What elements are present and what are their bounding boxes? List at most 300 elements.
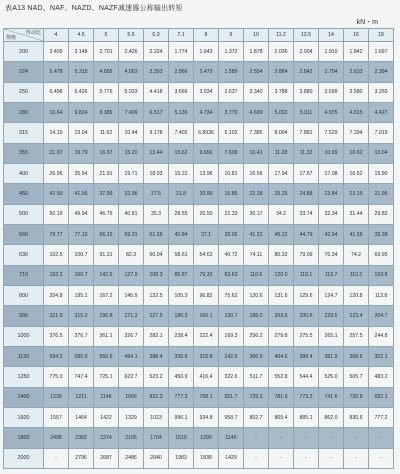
torque-value-cell: 9.824 [69,102,94,122]
torque-value-cell: 3.148 [69,42,94,62]
torque-value-cell: 41.56 [344,224,369,244]
torque-value-cell: 39.39 [369,224,394,244]
torque-value-cell: 781.9 [269,387,294,407]
torque-value-cell: 124.7 [319,285,344,305]
torque-value-cell: - [269,428,294,448]
torque-value-cell: 2.637 [219,82,244,102]
torque-value-cell: 79.77 [44,224,69,244]
torque-value-cell: 934.8 [194,407,219,427]
torque-value-cell: 5.315 [69,62,94,82]
torque-value-cell: - [244,448,269,468]
torque-value-cell: 195.1 [69,285,94,305]
table-row [4,123,394,143]
table-row [4,428,394,448]
spec-cell: 800 [4,285,44,305]
torque-value-cell: 45.22 [269,224,294,244]
torque-value-cell: 11.28 [269,143,294,163]
torque-value-cell: 40.72 [219,245,244,265]
torque-value-cell: 15.22 [169,163,194,183]
torque-value-cell: 21.8 [169,184,194,204]
table-title: 表A13 NAD、NAF、NAZD、NAZF减速器公称输出转矩 [5,5,183,12]
torque-value-cell: 958.7 [219,407,244,427]
torque-value-cell: 3.259 [369,82,394,102]
torque-value-cell: 32.34 [319,204,344,224]
table-row [4,82,394,102]
torque-value-cell: 35.3 [144,204,169,224]
torque-value-cell: 33.74 [294,204,319,224]
torque-value-cell: 3.788 [269,82,294,102]
torque-value-cell: 525.0 [319,367,344,387]
torque-value-cell: 2687 [94,448,119,468]
torque-value-cell: 10.62 [169,143,194,163]
torque-value-cell: 74.2 [344,245,369,265]
torque-value-cell: 336.6 [169,346,194,366]
torque-value-cell: 1.910 [319,42,344,62]
torque-value-cell: 49.94 [69,204,94,224]
torque-value-cell: 1146 [94,387,119,407]
torque-value-cell: 129.6 [294,285,319,305]
torque-value-cell: - [369,428,394,448]
table-row [4,367,394,387]
torque-value-cell: 238.4 [169,326,194,346]
torque-value-cell: 37.1 [194,224,219,244]
torque-value-cell: 142.5 [94,265,119,285]
torque-value-cell: 2040 [144,448,169,468]
torque-value-cell: 244.8 [369,326,394,346]
torque-value-cell: 7.499 [119,102,144,122]
ratio-header: 9 [219,29,244,42]
torque-value-cell: 108.3 [144,265,169,285]
torque-value-cell: 862.0 [319,407,344,427]
torque-value-cell: 773.3 [294,387,319,407]
torque-value-cell: 160.7 [69,265,94,285]
torque-value-cell: 2.224 [144,42,169,62]
torque-value-cell: 27.5 [144,184,169,204]
torque-value-cell: 16.56 [244,163,269,183]
torque-value-cell: 3.393 [144,62,169,82]
torque-value-cell: 79.09 [294,245,319,265]
torque-value-cell: 28.55 [169,204,194,224]
torque-value-cell: 130.7 [219,306,244,326]
torque-value-cell: 54.63 [194,245,219,265]
torque-value-cell: 802.7 [244,407,269,427]
torque-value-cell: 63.63 [219,265,244,285]
torque-value-cell: 100.7 [69,245,94,265]
torque-value-cell: 720.9 [344,387,369,407]
torque-value-cell: 26.50 [194,204,219,224]
torque-value-cell: 544.4 [294,367,319,387]
torque-value-cell: 3.699 [319,82,344,102]
torque-value-cell: 40.81 [119,204,144,224]
torque-value-cell: 256.2 [244,326,269,346]
torque-value-cell: 203.6 [269,306,294,326]
torque-value-cell: 17.08 [319,163,344,183]
torque-value-cell: 1329 [119,407,144,427]
torque-value-cell: - [344,448,369,468]
torque-value-cell: 180.3 [169,306,194,326]
torque-value-cell: 1399 [194,428,219,448]
torque-value-cell: 7.402 [169,123,194,143]
torque-value-cell: 131.6 [269,285,294,305]
torque-value-cell: 5.011 [294,102,319,122]
table-row [4,326,394,346]
torque-value-cell: 169.3 [219,326,244,346]
torque-value-cell: 2408 [44,428,69,448]
torque-value-cell: 366.9 [244,346,269,366]
table-row [4,204,394,224]
torque-value-cell: 76.34 [319,245,344,265]
torque-value-cell: 77.19 [69,224,94,244]
table-row [4,448,394,468]
torque-value-cell: 729.3 [244,387,269,407]
torque-value-cell: 42.59 [44,184,69,204]
torque-value-cell: 1.774 [169,42,194,62]
torque-value-cell: 2.633 [344,62,369,82]
torque-value-cell: 708.1 [194,387,219,407]
torque-value-cell: - [269,448,294,468]
torque-value-cell: 145.9 [119,285,144,305]
table-row [4,407,394,427]
torque-value-cell: 361.1 [94,326,119,346]
torque-value-cell: 15.20 [119,143,144,163]
torque-value-cell: 450.9 [169,367,194,387]
torque-value-cell: 1510 [169,428,194,448]
torque-value-cell: 167.2 [94,285,119,305]
spec-cell: 280 [4,102,44,122]
torque-value-cell: 21.96 [369,184,394,204]
table-row [4,184,394,204]
torque-value-cell: 2796 [69,448,94,468]
torque-value-cell: 1.372 [219,42,244,62]
torque-value-cell: 26.96 [44,163,69,183]
torque-value-cell: 25.54 [69,163,94,183]
torque-value-cell: 5.478 [44,62,69,82]
torque-value-cell: 505.7 [344,367,369,387]
ratio-header: 4 [44,29,69,42]
torque-value-cell: 5.092 [269,102,294,122]
torque-value-cell: 4.063 [119,62,144,82]
torque-value-cell: 24.88 [294,184,319,204]
torque-value-cell: 511.7 [244,367,269,387]
torque-value-cell: 32.96 [119,184,144,204]
torque-value-cell: 8.004 [269,123,294,143]
spec-cell: 1250 [4,367,44,387]
spec-cell: 250 [4,82,44,102]
torque-value-cell: 1429 [219,448,244,468]
ratio-header: 11.2 [269,29,294,42]
torque-value-cell: 3.409 [44,42,69,62]
torque-value-cell: 2.884 [269,62,294,82]
torque-value-cell: 404.6 [269,346,294,366]
torque-value-cell: 66.16 [94,224,119,244]
torque-value-cell: 9.656 [194,143,219,163]
torque-value-cell: 1230 [44,387,69,407]
torque-value-cell: 381.9 [319,346,344,366]
torque-value-cell: 265.1 [319,326,344,346]
torque-value-cell: 315.2 [69,306,94,326]
torque-value-cell: 275.5 [294,326,319,346]
torque-value-cell: 2486 [119,448,144,468]
torque-value-cell: 368.5 [344,346,369,366]
table-row [4,265,394,285]
spec-cell: 710 [4,265,44,285]
torque-value-cell: 223.4 [344,306,369,326]
ratio-header: 7.1 [169,29,194,42]
spec-cell: 900 [4,306,44,326]
torque-value-cell: 1066 [119,387,144,407]
torque-value-cell: 2.701 [94,42,119,62]
torque-value-cell: 29.82 [369,204,394,224]
torque-value-cell: 60.94 [144,245,169,265]
torque-value-cell: 1.643 [194,42,219,62]
torque-value-cell: 25.25 [269,184,294,204]
torque-value-cell: 7.881 [294,123,319,143]
torque-value-cell: 376.5 [44,326,69,346]
torque-value-cell: 46.76 [94,204,119,224]
torque-value-cell: 105.3 [169,285,194,305]
spec-cell: 2000 [4,448,44,468]
torque-value-cell: 15.90 [369,163,394,183]
torque-value-cell: 777.2 [369,407,394,427]
torque-value-cell: 2.866 [169,62,194,82]
torque-value-cell: 75.62 [219,285,244,305]
torque-value-cell: 1838 [194,448,219,468]
torque-value-cell: 188.0 [244,306,269,326]
torque-value-cell: 830.6 [344,407,369,427]
ratio-axis-label: 传动比 [25,30,41,36]
torque-value-cell: 103.8 [369,265,394,285]
torque-value-cell: 4.699 [244,102,269,122]
torque-value-cell: 2274 [94,428,119,448]
torque-value-cell: 5.033 [119,82,144,102]
torque-value-cell: 3.580 [344,82,369,102]
torque-value-cell: 5.776 [94,82,119,102]
torque-value-cell: 494.1 [119,346,144,366]
ratio-header: 12.5 [294,29,319,42]
torque-value-cell: 1211 [69,387,94,407]
torque-value-cell: 585.9 [69,346,94,366]
torque-value-cell: 222.4 [194,326,219,346]
torque-value-cell: 279.8 [269,326,294,346]
torque-value-cell: 2.426 [119,42,144,62]
torque-value-cell: 5.102 [219,123,244,143]
torque-value-cell: 1.842 [344,42,369,62]
torque-value-cell: 34.2 [269,204,294,224]
torque-value-cell: 2.554 [244,62,269,82]
torque-value-cell: 6.8936 [194,123,219,143]
torque-value-cell: 315.8 [194,346,219,366]
torque-value-cell: 352.1 [369,346,394,366]
torque-value-cell: 6.517 [144,102,169,122]
torque-value-cell: 17.67 [294,163,319,183]
torque-value-cell: 13.04 [69,123,94,143]
torque-value-cell: 398.4 [294,346,319,366]
torque-value-cell: 777.3 [169,387,194,407]
table-row [4,346,394,366]
torque-value-cell: 58.61 [169,245,194,265]
torque-value-cell: 3.779 [219,102,244,122]
torque-value-cell: 19.79 [69,143,94,163]
torque-value-cell: 2.479 [194,62,219,82]
torque-value-cell: 9.178 [144,123,169,143]
torque-value-cell: 3.034 [194,82,219,102]
torque-value-cell: 132.5 [144,285,169,305]
torque-value-cell: 50.19 [44,204,69,224]
torque-value-cell: 20.99 [194,184,219,204]
table-row [4,102,394,122]
torque-value-cell: 113.7 [319,265,344,285]
torque-value-cell: 3.666 [169,82,194,102]
torque-value-cell: 7.529 [319,123,344,143]
torque-value-cell: 5.136 [169,102,194,122]
torque-value-cell: 102.5 [44,245,69,265]
torque-value-cell: 16.97 [94,143,119,163]
spec-cell: 1400 [4,387,44,407]
torque-value-cell: 10.04 [369,143,394,163]
torque-value-cell: 200.6 [294,306,319,326]
torque-value-cell: 242.6 [219,346,244,366]
spec-cell: 200 [4,42,44,62]
torque-value-cell: 10.99 [319,143,344,163]
torque-value-cell: 204.8 [44,285,69,305]
torque-value-cell: 885.1 [294,407,319,427]
torque-value-cell: 21.97 [44,143,69,163]
torque-value-cell: 96.82 [194,285,219,305]
spec-cell: 630 [4,245,44,265]
torque-value-cell: 110.2 [344,265,369,285]
torque-value-cell: 14.19 [44,123,69,143]
torque-value-cell: 11.32 [294,143,319,163]
torque-value-cell: 747.4 [69,367,94,387]
table-row [4,245,394,265]
spec-axis-label: 规格 [6,35,17,41]
torque-value-cell: - [369,448,394,468]
torque-value-cell: 79.32 [194,265,219,285]
table-row [4,163,394,183]
torque-value-cell: 7.609 [219,143,244,163]
torque-value-cell: 120.8 [344,285,369,305]
spec-cell: 1000 [4,326,44,346]
torque-value-cell: 10.41 [244,143,269,163]
torque-value-cell: 483.2 [369,367,394,387]
torque-value-cell: 271.3 [119,306,144,326]
torque-value-cell: 118.1 [294,265,319,285]
torque-value-cell: 282.1 [144,326,169,346]
spec-cell: 1600 [4,407,44,427]
torque-value-cell: 2.004 [294,42,319,62]
torque-value-cell: 622.7 [119,367,144,387]
torque-value-cell: 21.91 [94,163,119,183]
torque-value-cell: 4.734 [194,102,219,122]
table-row [4,62,394,82]
torque-value-cell: 4.975 [319,102,344,122]
torque-value-cell: - [319,428,344,448]
torque-value-cell: 166.1 [194,306,219,326]
torque-value-cell: 6.426 [69,82,94,102]
torque-value-cell: 127.9 [119,265,144,285]
ratio-header: 14 [319,29,344,42]
torque-value-cell: 3.880 [294,82,319,102]
ratio-header: 5 [94,29,119,42]
torque-value-cell: 13.44 [144,143,169,163]
table-row [4,285,394,305]
torque-value-cell: 51.56 [144,224,169,244]
spec-cell: 500 [4,204,44,224]
torque-value-cell: 2.394 [369,62,394,82]
table-body [4,42,394,469]
table-row [4,42,394,62]
spec-cell: 400 [4,163,44,183]
ratio-header: 8 [194,29,219,42]
torque-value-cell: - [44,448,69,468]
torque-value-cell: 120.6 [244,285,269,305]
torque-value-cell: 91.31 [94,245,119,265]
torque-value-cell: 2.842 [294,62,319,82]
torque-value-cell: 22.33 [219,204,244,224]
header-row [4,29,394,42]
unit-label: kN・m [356,19,378,26]
torque-value-cell: 110.6 [244,265,269,285]
torque-value-cell: 229.5 [319,306,344,326]
torque-value-cell: 3.340 [244,82,269,102]
torque-value-cell: 41.22 [244,224,269,244]
ratio-header: 4.5 [69,29,94,42]
torque-value-cell: 1.878 [244,42,269,62]
torque-value-cell: 2195 [119,428,144,448]
torque-value-cell: 741.6 [319,387,344,407]
torque-value-cell: 7.294 [344,123,369,143]
spec-cell: 1120 [4,346,44,366]
torque-value-cell: 725.1 [94,367,119,387]
ratio-header: 18 [369,29,394,42]
torque-value-cell: 10.81 [219,163,244,183]
torque-value-cell: 1983 [169,448,194,468]
torque-value-cell: 44.79 [294,224,319,244]
torque-value-cell: 227.5 [144,306,169,326]
table-row [4,143,394,163]
torque-value-cell: 257.5 [344,326,369,346]
torque-value-cell: 29.02 [219,224,244,244]
torque-value-cell: 4.665 [94,62,119,82]
torque-value-cell: 869.4 [269,407,294,427]
torque-value-cell: 376.7 [69,326,94,346]
torque-value-cell: 4.427 [369,102,394,122]
torque-value-cell: - [344,428,369,448]
torque-value-cell: 1.589 [219,62,244,82]
torque-value-cell: 31.44 [344,204,369,224]
torque-value-cell: 296.8 [94,306,119,326]
torque-value-cell: 388.4 [144,346,169,366]
torque-value-cell: 19.71 [119,163,144,183]
torque-value-cell: 42.94 [319,224,344,244]
torque-value-cell: 321.0 [44,306,69,326]
torque-value-cell: - [294,448,319,468]
torque-value-cell: - [319,448,344,468]
torque-value-cell: 322.6 [219,367,244,387]
torque-value-cell: 22.28 [244,184,269,204]
torque-value-cell: 16.85 [219,184,244,204]
torque-value-cell: 1422 [94,407,119,427]
torque-value-cell: 1146 [219,428,244,448]
torque-value-cell: 1557 [44,407,69,427]
torque-value-cell: 11.62 [94,123,119,143]
torque-value-cell: 551.7 [219,387,244,407]
torque-value-cell: 120.0 [269,265,294,285]
torque-value-cell: 6.498 [44,82,69,102]
corner-cell [4,29,44,42]
spec-cell: 355 [4,143,44,163]
torque-value-cell: 23.15 [344,184,369,204]
